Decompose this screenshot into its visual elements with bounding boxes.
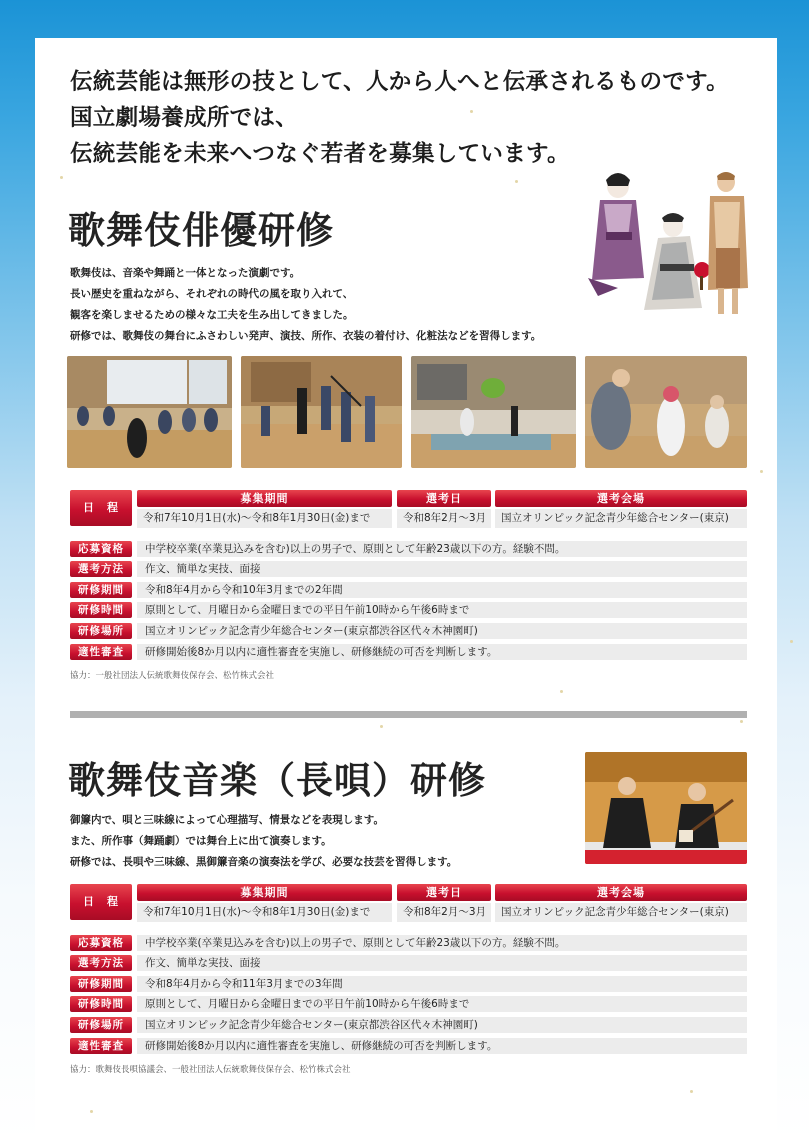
schedule-label: 日 程	[70, 884, 132, 920]
row-value: 国立オリンピック記念青少年総合センター(東京都渋谷区代々木神園町)	[137, 1017, 747, 1033]
credit-note: 協力：一般社団法人伝統歌舞伎保存会、松竹株式会社	[70, 671, 275, 681]
row-value: 原則として、月曜日から金曜日までの平日午前10時から午後6時まで	[137, 602, 747, 618]
intro-line-3: 伝統芸能を未来へつなぐ若者を募集しています。	[70, 141, 570, 167]
desc-line: 研修では、長唄や三味線、黒御簾音楽の演奏法を学び、必要な技芸を習得します。	[70, 856, 458, 868]
row-label: 研修時間	[70, 996, 132, 1012]
decorative-speck	[90, 1110, 93, 1113]
row-label: 研修場所	[70, 623, 132, 639]
desc-line: 研修では、歌舞伎の舞台にふさわしい発声、演技、所作、衣装の着付け、化粧法などを習得します。	[70, 330, 542, 342]
kabuki-actor-description	[70, 263, 541, 347]
schedule-label: 日 程	[70, 490, 132, 526]
schedule-col-venue-head: 選考会場	[495, 884, 747, 901]
training-photo-3	[411, 356, 576, 468]
row-value: 研修開始後8か月以内に適性審査を実施し、研修継続の可否を判断します。	[137, 644, 747, 660]
row-value: 研修開始後8か月以内に適性審査を実施し、研修継続の可否を判断します。	[137, 1038, 747, 1054]
decorative-speck	[690, 1090, 693, 1093]
kabuki-music-title: 歌舞伎音楽（長唄）研修	[68, 759, 486, 802]
row-label: 選考方法	[70, 955, 132, 971]
row-value: 令和8年4月から令和10年3月までの2年間	[137, 582, 747, 598]
schedule-selection-date: 令和8年2月～3月	[397, 509, 491, 528]
row-value: 令和8年4月から令和11年3月までの3年間	[137, 976, 747, 992]
row-value: 中学校卒業(卒業見込みを含む)以上の男子で、原則として年齢23歳以下の方。経験不問。	[137, 541, 747, 557]
section-divider	[70, 711, 747, 718]
credit-note: 協力：歌舞伎長唄協議会、一般社団法人伝統歌舞伎保存会、松竹株式会社	[70, 1065, 351, 1075]
row-label: 応募資格	[70, 935, 132, 951]
row-label: 研修時間	[70, 602, 132, 618]
row-value: 作文、簡単な実技、面接	[137, 561, 747, 577]
desc-line: また、所作事（舞踊劇）では舞台上に出て演奏します。	[70, 835, 332, 847]
decorative-speck	[560, 690, 563, 693]
schedule-recruit-period: 令和7年10月1日(水)～令和8年1月30日(金)まで	[137, 903, 392, 922]
intro-line-2: 国立劇場養成所では、	[70, 105, 299, 131]
desc-line: 歌舞伎は、音楽や舞踊と一体となった演劇です。	[70, 267, 301, 279]
row-value: 原則として、月曜日から金曜日までの平日午前10時から午後6時まで	[137, 996, 747, 1012]
decorative-speck	[760, 470, 763, 473]
schedule-col-recruit-head: 募集期間	[137, 490, 392, 507]
schedule-col-selection-date-head: 選考日	[397, 884, 491, 901]
row-label: 適性審査	[70, 644, 132, 660]
row-value: 中学校卒業(卒業見込みを含む)以上の男子で、原則として年齢23歳以下の方。経験不問。	[137, 935, 747, 951]
row-label: 研修期間	[70, 976, 132, 992]
schedule-venue: 国立オリンピック記念青少年総合センター(東京)	[495, 509, 747, 528]
schedule-recruit-period: 令和7年10月1日(水)～令和8年1月30日(金)まで	[137, 509, 392, 528]
decorative-speck	[380, 725, 383, 728]
intro-text	[70, 64, 729, 172]
schedule-selection-date: 令和8年2月～3月	[397, 903, 491, 922]
schedule-col-selection-date-head: 選考日	[397, 490, 491, 507]
row-label: 応募資格	[70, 541, 132, 557]
row-label: 研修期間	[70, 582, 132, 598]
training-photo-2	[241, 356, 402, 468]
schedule-venue: 国立オリンピック記念青少年総合センター(東京)	[495, 903, 747, 922]
intro-line-1: 伝統芸能は無形の技として、人から人へと伝承されるものです。	[70, 69, 729, 95]
kabuki-actor-title: 歌舞伎俳優研修	[68, 209, 334, 252]
decorative-speck	[740, 720, 743, 723]
decorative-speck	[790, 640, 793, 643]
desc-line: 長い歴史を重ねながら、それぞれの時代の風を取り入れて、	[70, 288, 354, 300]
decorative-speck	[60, 176, 63, 179]
desc-line: 観客を楽しませるための様々な工夫を生み出してきました。	[70, 309, 354, 321]
training-photo-1	[67, 356, 232, 468]
training-photo-4	[585, 356, 747, 468]
schedule-col-recruit-head: 募集期間	[137, 884, 392, 901]
row-label: 選考方法	[70, 561, 132, 577]
row-value: 作文、簡単な実技、面接	[137, 955, 747, 971]
desc-line: 御簾内で、唄と三味線によって心理描写、情景などを表現します。	[70, 814, 384, 826]
decorative-speck	[515, 180, 518, 183]
kabuki-performers-image	[578, 168, 756, 328]
nagauta-performance-photo	[585, 752, 747, 864]
row-label: 研修場所	[70, 1017, 132, 1033]
row-value: 国立オリンピック記念青少年総合センター(東京都渋谷区代々木神園町)	[137, 623, 747, 639]
schedule-col-venue-head: 選考会場	[495, 490, 747, 507]
row-label: 適性審査	[70, 1038, 132, 1054]
kabuki-music-description	[70, 810, 457, 873]
